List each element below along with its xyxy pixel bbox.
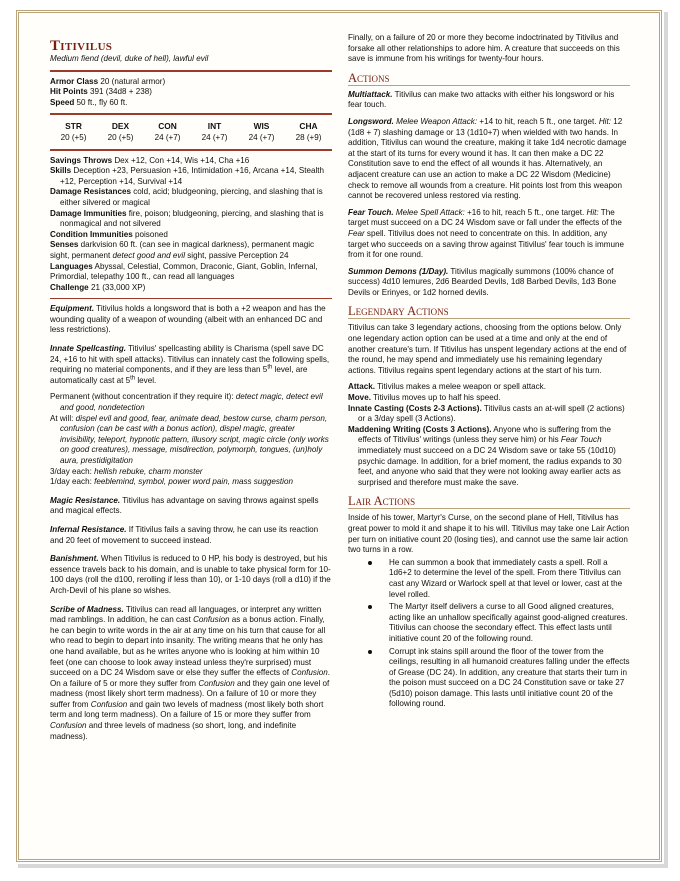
monster-name: Titivilus xyxy=(50,38,113,54)
trait-scribe-continued: Finally, on a failure of 20 or more they become indoctrinated by Titivilus and forsake all other relationships to adore him. A creature that succeeds on this save is immune from his writings for twenty-four hours. xyxy=(348,33,620,64)
saving-throws: Savings Throws Dex +12, Con +14, Wis +14, Cha +16 xyxy=(50,155,250,165)
ability-value: 20 (+5) xyxy=(60,132,87,142)
ability-value: 24 (+7) xyxy=(248,132,275,142)
legendary-innate-casting: Innate Casting (Costs 2-3 Actions). Titivilus casts an at-will spell (2 actions) or a 3/day spell (3 Actions). xyxy=(348,403,625,424)
trait-infernal-resistance: Infernal Resistance. If Titivilus fails a saving throw, he can use its reaction and 20 feet of movement to succeed instead. xyxy=(50,524,319,545)
page-shadow-bottom xyxy=(18,864,668,868)
condition-immunities: Condition Immunities poisoned xyxy=(50,229,168,239)
action-multiattack: Multiattack. Titivilus can make two attacks with either his longsword or his fear touch. xyxy=(348,89,615,110)
ability-name: CHA xyxy=(299,121,318,132)
page-shadow-right xyxy=(664,12,668,864)
legendary-intro: Titivilus can take 3 legendary actions, choosing from the options below. Only one legendary action option can be used at a time and only at the end of another creature's turn. If Titivilus has unspent legendary actions at the end of the round, he may spend and immediately use his remaining legendary actions. Titivilus regains spent legendary actions at the start of his turn. xyxy=(348,323,627,375)
ability-value: 24 (+7) xyxy=(154,132,181,142)
trait-innate-spellcasting: Innate Spellcasting. Titivilus' spellcasting ability is Charisma (spell save DC 24, +16 to hit with spell attacks). Titivilus can innately cast the following spells, requiring no material components, and if they are less than 5th level, are automatically cast at 5th level. xyxy=(50,344,330,385)
divider xyxy=(50,70,332,72)
section-heading-legendary: Legendary Actions xyxy=(348,304,630,319)
action-summon-demons: Summon Demons (1/Day). Titivilus magically summons (100% chance of success) 4d10 lemures, 2d6 Bearded Devils, 1d8 Barbed Devils, 1d3 Bone Devils or Erinyes, or 1d2 horned devils. xyxy=(348,266,617,297)
spells-permanent: Permanent (without concentration if they require it): detect magic, detect evil and good, nondetection xyxy=(50,392,323,413)
list-item: The Martyr itself delivers a curse to all Good aligned creatures, acting like an unhallow specifically against good-aligned creatures. Titivilus can choose the secondary effect. This effect lasts until initiative count 20 of the following round. xyxy=(389,602,630,644)
legendary-attack: Attack. Titivilus makes a melee weapon or spell attack. xyxy=(348,382,546,392)
list-item: He can summon a book that immediately casts a spell. Roll a 1d6+2 to determine the level of the spell. From there Titivilus can cast any Wizard or Warlock spell at that level or lower, cast at the level rolled. xyxy=(389,558,630,600)
trait-banishment: Banishment. When Titivilus is reduced to 0 HP, his body is destroyed, but his essence travels back to his domain, and is unable to take physical form for 10-100 days (roll the d100, rerolling if less than 10), or 1-10 days (roll a d10) if the Arch-Devil of his plane so wishes. xyxy=(50,554,331,595)
divider xyxy=(50,149,332,151)
armor-class: Armor Class 20 (natural armor) xyxy=(50,76,166,86)
trait-equipment: Equipment. Titivilus holds a longsword that is both a +2 weapon and has the wounding quality of a weapon of wounding (albeit with an enhanced DC and less restrictions). xyxy=(50,304,326,335)
ability-name: INT xyxy=(207,121,222,132)
bullet-icon xyxy=(368,650,372,654)
legendary-move: Move. Titivilus moves up to half his speed. xyxy=(348,393,501,403)
speed: Speed 50 ft., fly 60 ft. xyxy=(50,97,128,107)
ability-value: 20 (+5) xyxy=(107,132,134,142)
legendary-maddening-writing: Maddening Writing (Costs 3 Actions). Anyone who is suffering from the effects of Titivilus' writings (unless they serve him) or his Fear Touch immediately must succeed on a DC 24 Wisdom save or take 55 (10d10) psychic damage. In addition, for a brief moment, the radius expands to 30 feet, and anyone who said that they were not looking away earlier acts as surprised and therefore must make the save. xyxy=(348,424,622,487)
ability-name: DEX xyxy=(111,121,130,132)
right-column xyxy=(348,33,630,712)
list-item: Corrupt ink stains spill around the floor of the tower from the ceilings, resulting in all humanoid creatures falling under the effects of Grease (DC 24). In addition, any creature that starts their turn in the poison must succeed on a DC 24 Constitution save or take 27 (5d10) poison damage. This lasts until initiative count 20 of the following round. xyxy=(389,647,630,711)
hit-points: Hit Points 391 (34d8 + 238) xyxy=(50,87,152,97)
ability-name: WIS xyxy=(253,121,270,132)
ability-name: STR xyxy=(65,121,82,132)
lair-action-list xyxy=(348,558,630,710)
spells-3-per-day: 3/day each: hellish rebuke, charm monster xyxy=(50,466,203,476)
ability-value: 24 (+7) xyxy=(201,132,228,142)
senses: Senses darkvision 60 ft. (can see in magical darkness), permanent magic sight, permanent detect good and evil sight, passive Perception 24 xyxy=(50,240,315,260)
damage-immunities: Damage Immunities fire, poison; bludgeoning, piercing, and slashing that is nonmagical and not silvered xyxy=(50,208,324,229)
bullet-icon xyxy=(368,561,372,565)
action-fear-touch: Fear Touch. Melee Spell Attack: +16 to hit, reach 5 ft., one target. Hit: The target must succeed on a DC 24 Wisdom save or fall under the effects of the Fear spell. Titivilus does not need to concentrate on this. In addition, any target who succeeds on a saving throw against Titivilus' fear touch is immune from it for one round. xyxy=(348,207,624,260)
section-heading-actions: Actions xyxy=(348,71,630,86)
left-column xyxy=(50,38,332,742)
lair-intro: Inside of his tower, Martyr's Curse, on the second plane of Hell, Titivilus has great power to mold it and shape it to his will. Titivilus may take one Lair Action per turn on initiative count 20 (losing ties), and cannot use the same lair action two turns in a row. xyxy=(348,513,630,555)
section-heading-lair: Lair Actions xyxy=(348,494,630,509)
divider xyxy=(50,298,332,299)
bullet-icon xyxy=(368,605,372,609)
monster-type: Medium fiend (devil, duke of hell), lawful evil xyxy=(50,54,209,63)
challenge: Challenge 21 (33,000 XP) xyxy=(50,282,146,292)
skills: Skills Deception +23, Persuasion +16, Intimidation +16, Arcana +14, Stealth +12, Perception +14, Survival +14 xyxy=(50,166,325,186)
damage-resistances: Damage Resistances cold, acid; bludgeoning, piercing, and slashing that is either silvered or magical xyxy=(50,187,323,207)
spells-at-will: At will: dispel evil and good, fear, animate dead, bestow curse, charm person, confusion (can be cast with a bonus action), dispel magic, greater invisibility, teleport, hypnotic pattern, illusory script, magic circle (only works on good creatures), message, misdirection, polymorph, tongues, (un)holy aura, prestidigitation xyxy=(50,413,329,465)
ability-scores xyxy=(50,120,332,143)
action-longsword: Longsword. Melee Weapon Attack: +14 to hit, reach 5 ft., one target. Hit: 12 (1d8 + 7) slashing damage or 13 (1d10+7) when wielded with two hands. In addition, Titivilus can wound the creature, making it take 1d4 necrotic damage at the start of its turns for every wound it has. It can then make a DC 22 Constitution save to end the effect of all wounds it has. Alternatively, an adjacent creature can use an action to make a DC 22 Wisdom (Medicine) check to remove all wounds from a creature. Hit points lost from this weapon cannot be recovered unless restored via resting. xyxy=(348,116,627,201)
divider xyxy=(50,113,332,115)
trait-magic-resistance: Magic Resistance. Titivilus has advantage on saving throws against spells and magical effects. xyxy=(50,495,319,516)
trait-scribe-of-madness: Scribe of Madness. Titivilus can read all languages, or interpret any written mad ramblings. In addition, he can cast Confusion as a bonus action. Finally, he can begin to write words in the air at any time on his turn that cause for all who read to begin to depart into insanity. The writing means that he only has one hand available, but as he writes anyone who is looking at him within 10 feet (one can choose to look away instead unless they're surprised) must succeed on a DC 24 Wisdom save or else they suffer the effects of Confusion. On a failure of 5 or more they suffer from Confusion and they gain one level of madness (most likely short term madness). On a failure of 10 or more they suffer from Confusion and gain two levels of madness (most likely both short term and long term madness). On a failure of 15 or more they suffer from Confusion and three levels of madness (so short, long, and indefinite madness). xyxy=(50,604,330,741)
ability-value: 28 (+9) xyxy=(295,132,322,142)
ability-name: CON xyxy=(158,121,177,132)
spells-1-per-day: 1/day each: feeblemind, symbol, power word pain, mass suggestion xyxy=(50,477,293,487)
languages: Languages Abyssal, Celestial, Common, Draconic, Giant, Goblin, Infernal, Primordial, telepathy 100 ft., can read all languages xyxy=(50,261,318,282)
